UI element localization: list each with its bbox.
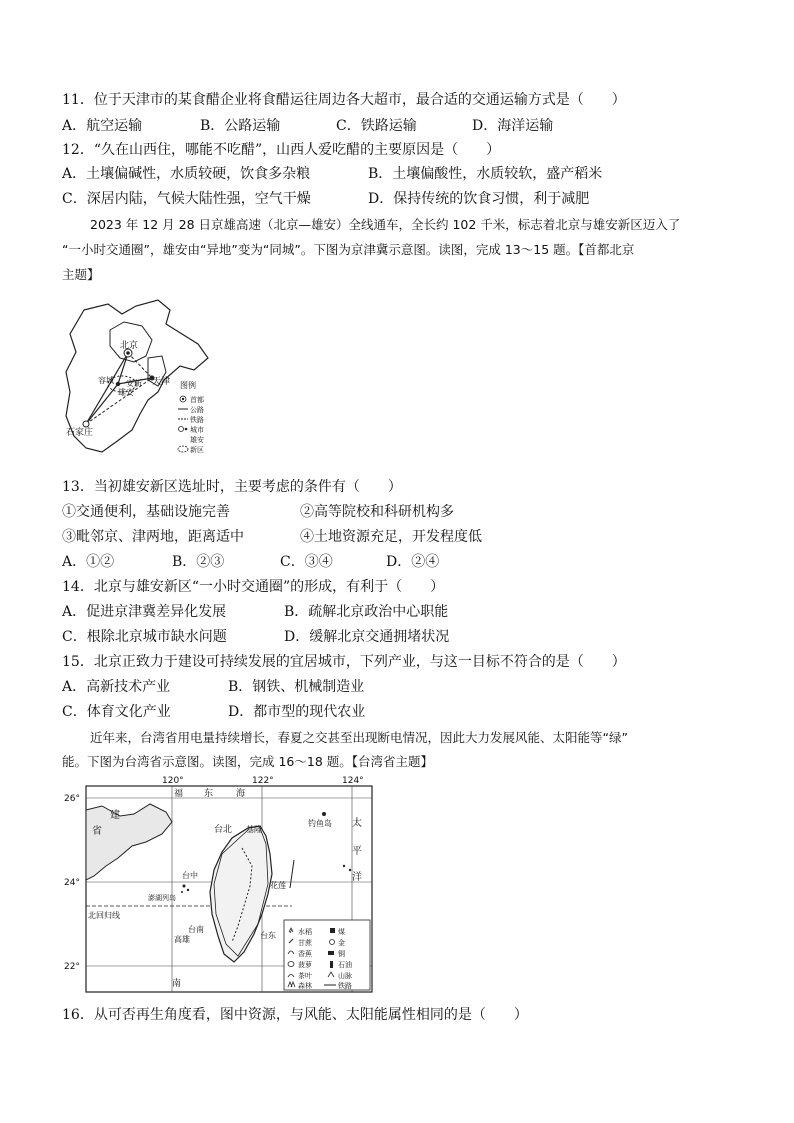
map2-legend-oil: 石油 [338,961,352,969]
map1-legend-city: 城市 [190,426,204,434]
q15-option-a: A．高新技术产业 [62,679,171,695]
q13-option-c: C．③④ [280,554,333,570]
map1-city-xiongan: 雄安 [118,388,134,397]
map2-legend-gold: 金 [338,939,345,947]
map2-label-fu: 福 [174,789,184,799]
map2-label-taichung: 台中 [182,871,198,880]
map2-label-nan: 南 [172,979,182,989]
map2-label-tai: 太 [352,818,362,829]
map2-label-kaohsiung: 高雄 [174,935,190,944]
map2-label-diaoyu: 钓鱼岛 [308,819,332,828]
q14-option-d: D．缓解北京交通拥堵状况 [284,629,450,645]
map2-label-yang: 洋 [352,872,362,883]
map1-city-shijiazhuang: 石家庄 [66,428,94,438]
map2-label-tropic: 北回归线 [88,911,120,920]
q12-option-b: B．土壤偏酸性，水质较软，盛产稻米 [368,166,603,182]
jingjinji-map [62,296,212,466]
map2-legend-coal: 煤 [338,928,345,936]
q14-stem: 14．北京与雄安新区“一小时交通圈”的形成，有利于（ ） [62,579,445,595]
map2-label-taipei: 台北 [214,825,233,835]
map2-lon-124: 124° [342,776,364,786]
map1-legend-title: 图例 [180,381,196,390]
q11-option-b: B．公路运输 [200,118,281,134]
intro2-line2: 能。下图为台湾省示意图。读图，完成 16～18 题。【台湾省主题】 [62,754,434,769]
map1-city-tianjin: 天津 [152,377,171,387]
q12-option-a: A．土壤偏碱性，水质较硬，饮食多杂粮 [62,166,311,182]
q14-option-b: B．疏解北京政治中心职能 [284,604,449,620]
map1-legend-road: 公路 [190,406,204,414]
q16-stem: 16．从可否再生角度看，图中资源，与风能、太阳能属性相同的是（ ） [62,1007,528,1023]
q14-option-a: A．促进京津冀差异化发展 [62,604,227,620]
intro1-line3: 主题】 [62,267,100,282]
q13-option-a: A．①② [62,554,115,570]
q13-choice-3: ③毗邻京、津两地，距离适中 [62,529,244,545]
q13-choice-1: ①交通便利，基础设施完善 [62,504,230,520]
q11-option-c: C．铁路运输 [336,118,417,134]
map2-legend-mountain: 山脉 [338,972,352,980]
q12-option-d: D．保持传统的饮食习惯，利于减肥 [368,191,590,207]
intro1-line2: “一小时交通圈”，雄安由“异地”变为“同城”。下图为京津冀示意图。读图，完成 13～15 题。【首都北京 [62,242,635,257]
map2-label-ping: 平 [352,846,362,857]
map2-legend-sugarcane: 甘蔗 [298,939,312,947]
map2-label-penghu: 澎湖列岛 [148,894,176,902]
q11-stem: 11．位于天津市的某食醋企业将食醋运往周边各大超市，最合适的交通运输方式是（ ） [62,92,626,108]
q15-stem: 15．北京正致力于建设可持续发展的宜居城市，下列产业，与这一目标不符合的是（ ） [62,654,626,670]
map2-label-hualien: 花莲 [270,881,286,890]
map1-legend [178,380,204,454]
map2-lon-122: 122° [252,776,274,786]
q12-option-c: C．深居内陆，气候大陆性强，空气干燥 [62,191,311,207]
map1-legend-newarea: 新区 [190,446,204,454]
map2-legend-forest: 森林 [298,982,312,990]
map2-lon-120: 120° [162,776,184,786]
map1-legend-railway: 铁路 [190,416,204,424]
q11-option-a: A．航空运输 [62,118,143,134]
map1-city-rongcheng: 容城 [98,376,114,385]
q13-option-b: B．②③ [172,554,225,570]
map2-label-hai: 海 [236,789,246,799]
intro1-line1: 2023 年 12 月 28 日京雄高速（北京—雄安）全线通车，全长约 102 千米，标志着北京与雄安新区迈入了 [90,217,681,232]
map2-legend [284,920,370,990]
taiwan-map [62,774,380,998]
q15-option-b: B．钢铁、机械制造业 [228,679,365,695]
map2-label-keelung: 基隆 [246,825,262,834]
map2-legend-tea: 茶叶 [298,972,312,980]
map1-legend-xiongan: 雄安 [190,436,204,444]
q13-option-d: D．②④ [386,554,440,570]
intro2-line1: 近年来，台湾省用电量持续增长，春夏之交甚至出现断电情况，因此大力发展风能、太阳能等“绿” [90,730,628,745]
map2-label-taitung: 台东 [260,931,276,940]
q15-option-d: D．都市型的现代农业 [228,704,366,720]
q13-choice-2: ②高等院校和科研机构多 [300,504,454,520]
q13-choice-4: ④土地资源充足，开发程度低 [300,529,482,545]
map1-legend-capital: 首都 [190,396,204,404]
map2-legend-copper: 铜 [338,950,345,958]
map2-legend-pineapple: 菠萝 [298,961,312,969]
map1-city-anxin: 安新 [126,379,142,388]
q11-option-d: D．海洋运输 [472,118,554,134]
map2-legend-railway: 铁路 [338,982,352,990]
map2-legend-banana: 香蕉 [298,950,312,958]
q12-stem: 12．“久在山西住，哪能不吃醋”，山西人爱吃醋的主要原因是（ ） [62,142,501,158]
map2-label-tainan: 台南 [188,925,204,934]
q13-stem: 13．当初雄安新区选址时，主要考虑的条件有（ ） [62,479,402,495]
map2-label-dong: 东 [204,789,214,799]
map2-label-jian: 建 [110,810,120,821]
map2-lat-26: 26° [64,794,80,804]
map2-lat-22: 22° [64,962,80,972]
map2-legend-rice: 水稻 [298,928,312,936]
q15-option-c: C．体育文化产业 [62,704,171,720]
q14-option-c: C．根除北京城市缺水问题 [62,629,227,645]
map1-city-beijing: 北京 [120,341,139,351]
map2-lat-24: 24° [64,878,80,888]
map2-label-sheng: 省 [92,826,102,837]
